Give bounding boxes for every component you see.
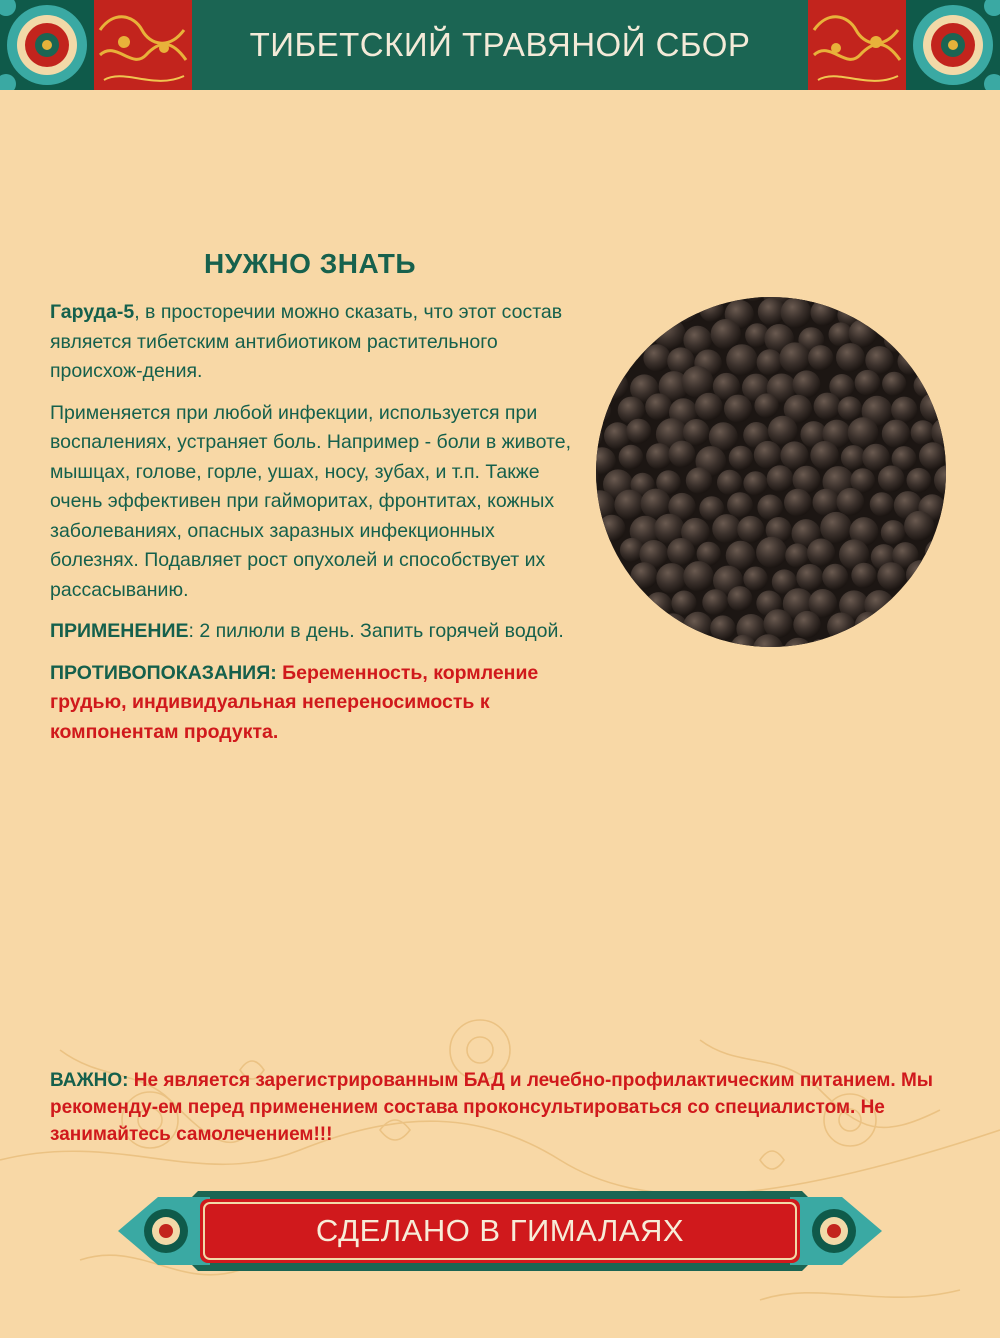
header-ornament-left	[94, 0, 192, 90]
usage-text: : 2 пилюли в день. Запить горячей водой.	[188, 620, 564, 642]
contraindications-paragraph	[50, 659, 580, 748]
product-name: Гаруда-5	[50, 301, 135, 323]
pellets-photo	[596, 297, 946, 647]
section-title: НУЖНО ЗНАТЬ	[203, 248, 417, 279]
footer-text: СДЕЛАНО В ГИМАЛАЯХ	[315, 1213, 685, 1248]
usage-label: ПРИМЕНЕНИЕ	[50, 620, 189, 642]
contraindications-label: ПРОТИВОПОКАЗАНИЯ	[50, 661, 271, 684]
contraindications-colon: :	[270, 661, 277, 684]
header-medallion-left	[0, 0, 94, 90]
important-note	[50, 1067, 950, 1148]
header-medallion-right	[906, 0, 1000, 90]
intro-text: , в просторечии можно сказать, что этот состав является тибетским антибиотиком растительного происхож-дения.	[50, 301, 563, 382]
important-colon: :	[122, 1070, 129, 1091]
floral-background	[0, 1010, 1000, 1333]
important-text: Не является зарегистрированным БАД и лечебно-профилактическим питанием. Мы рекоменду-ем перед применением состава проконсультироваться со специалистом. Не занимайтесь самолечением!!!	[50, 1070, 933, 1145]
header-title: ТИБЕТСКИЙ ТРАВЯНОЙ СБОР	[249, 26, 751, 63]
important-label: ВАЖНО	[50, 1070, 123, 1091]
info-text	[50, 298, 580, 759]
usage-paragraph	[50, 617, 580, 647]
contraindications-text: Беременность, кормление грудью, индивидуальная непереносимость к компонентам продукта.	[50, 661, 539, 743]
header-ornament-right	[808, 0, 906, 90]
description-paragraph: Применяется при любой инфекции, используется при воспалениях, устраняет боль. Например - боли в животе, мышцах, голове, горле, ушах, носу, зубах, и т.п. Также очень эффективен при гайморитах, фронтитах, кожных заболеваниях, опасных заразных инфекционных болезнях. Подавляет рост опухолей и способствует их рассасыванию.	[50, 401, 572, 601]
intro-paragraph	[50, 298, 580, 387]
